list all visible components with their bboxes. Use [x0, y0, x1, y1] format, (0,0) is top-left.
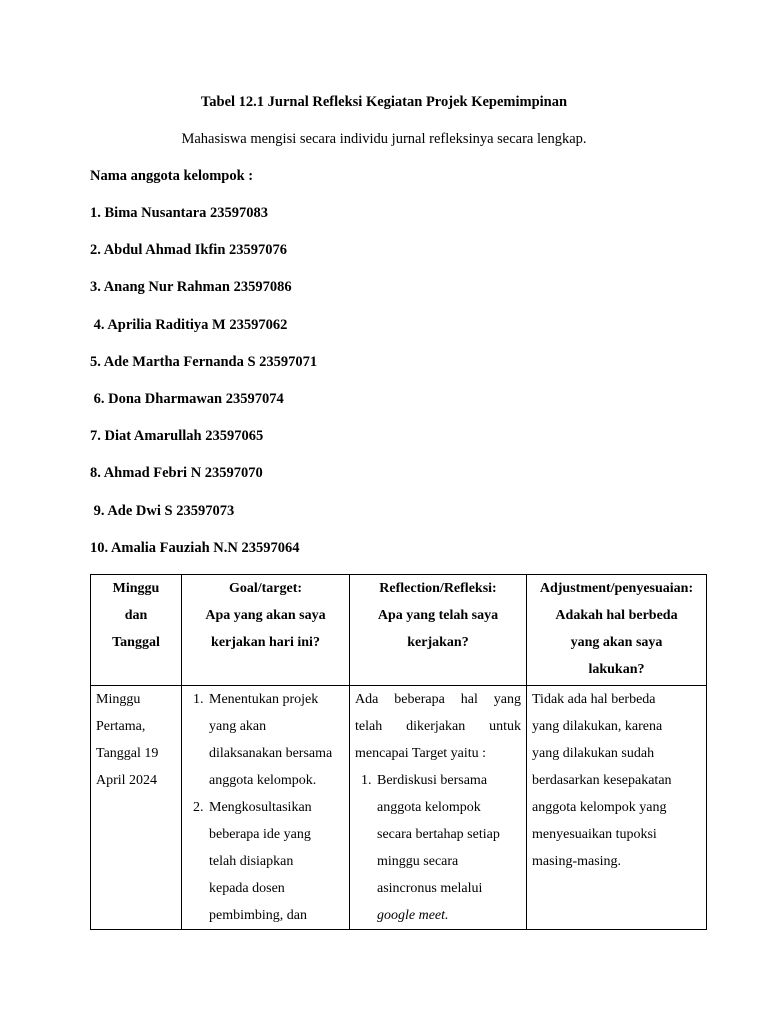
- cell-reflection: Ada beberapa hal yang telah dikerjakan untuk mencapai Target yaitu : 1. Berdiskusi bersama anggota kelompok secara bertahap setiap minggu secara asincronus melalui google meet.: [350, 686, 527, 930]
- header-adjustment: Adjustment/penyesuaian: Adakah hal berbeda yang akan saya lakukan?: [527, 575, 707, 686]
- member-item: 9. Ade Dwi S 23597073: [90, 502, 235, 519]
- header-goal-target: Goal/target: Apa yang akan saya kerjakan hari ini?: [182, 575, 350, 686]
- reflection-list: [355, 767, 521, 929]
- member-item: 8. Ahmad Febri N 23597070: [90, 465, 263, 482]
- cell-goals: [182, 686, 350, 930]
- member-item: 3. Anang Nur Rahman 23597086: [90, 279, 292, 296]
- table-header-row: [91, 575, 707, 686]
- member-item: 4. Aprilia Raditiya M 23597062: [90, 316, 288, 333]
- header-week-date: Minggu dan Tanggal: [91, 575, 182, 686]
- member-item: 1. Bima Nusantara 23597083: [90, 205, 269, 221]
- table-row: [91, 686, 707, 930]
- member-item: 10. Amalia Fauziah N.N 23597064: [90, 539, 300, 556]
- goal-item: 1. Menentukan projek yang akan dilaksanakan bersama anggota kelompok.: [207, 686, 344, 794]
- cell-week-date: Minggu Pertama, Tanggal 19 April 2024: [91, 686, 182, 930]
- goal-item: 2. Mengkosultasikan beberapa ide yang telah disiapkan kepada dosen pembimbing, dan: [207, 794, 344, 929]
- instruction-text: Mahasiswa mengisi secara individu jurnal refleksinya secara lengkap.: [181, 131, 587, 147]
- member-item: 5. Ade Martha Fernanda S 23597071: [90, 353, 318, 370]
- member-list: [90, 205, 317, 577]
- reflection-journal-table: [90, 574, 707, 930]
- cell-adjustment: Tidak ada hal berbeda yang dilakukan, karena yang dilakukan sudah berdasarkan kesepakatan anggota kelompok yang menyesuaikan tupoksi masing-masing.: [527, 686, 707, 930]
- member-item: 6. Dona Dharmawan 23597074: [90, 390, 284, 407]
- members-heading: Nama anggota kelompok :: [90, 168, 254, 184]
- goals-list: [187, 686, 344, 929]
- reflection-item: 1. Berdiskusi bersama anggota kelompok secara bertahap setiap minggu secara asincronus melalui google meet.: [375, 767, 521, 929]
- header-reflection: Reflection/Refleksi: Apa yang telah saya kerjakan?: [350, 575, 527, 686]
- member-item: 7. Diat Amarullah 23597065: [90, 428, 264, 445]
- member-item: 2. Abdul Ahmad Ikfin 23597076: [90, 242, 288, 259]
- table-title: Tabel 12.1 Jurnal Refleksi Kegiatan Projek Kepemimpinan: [200, 94, 568, 110]
